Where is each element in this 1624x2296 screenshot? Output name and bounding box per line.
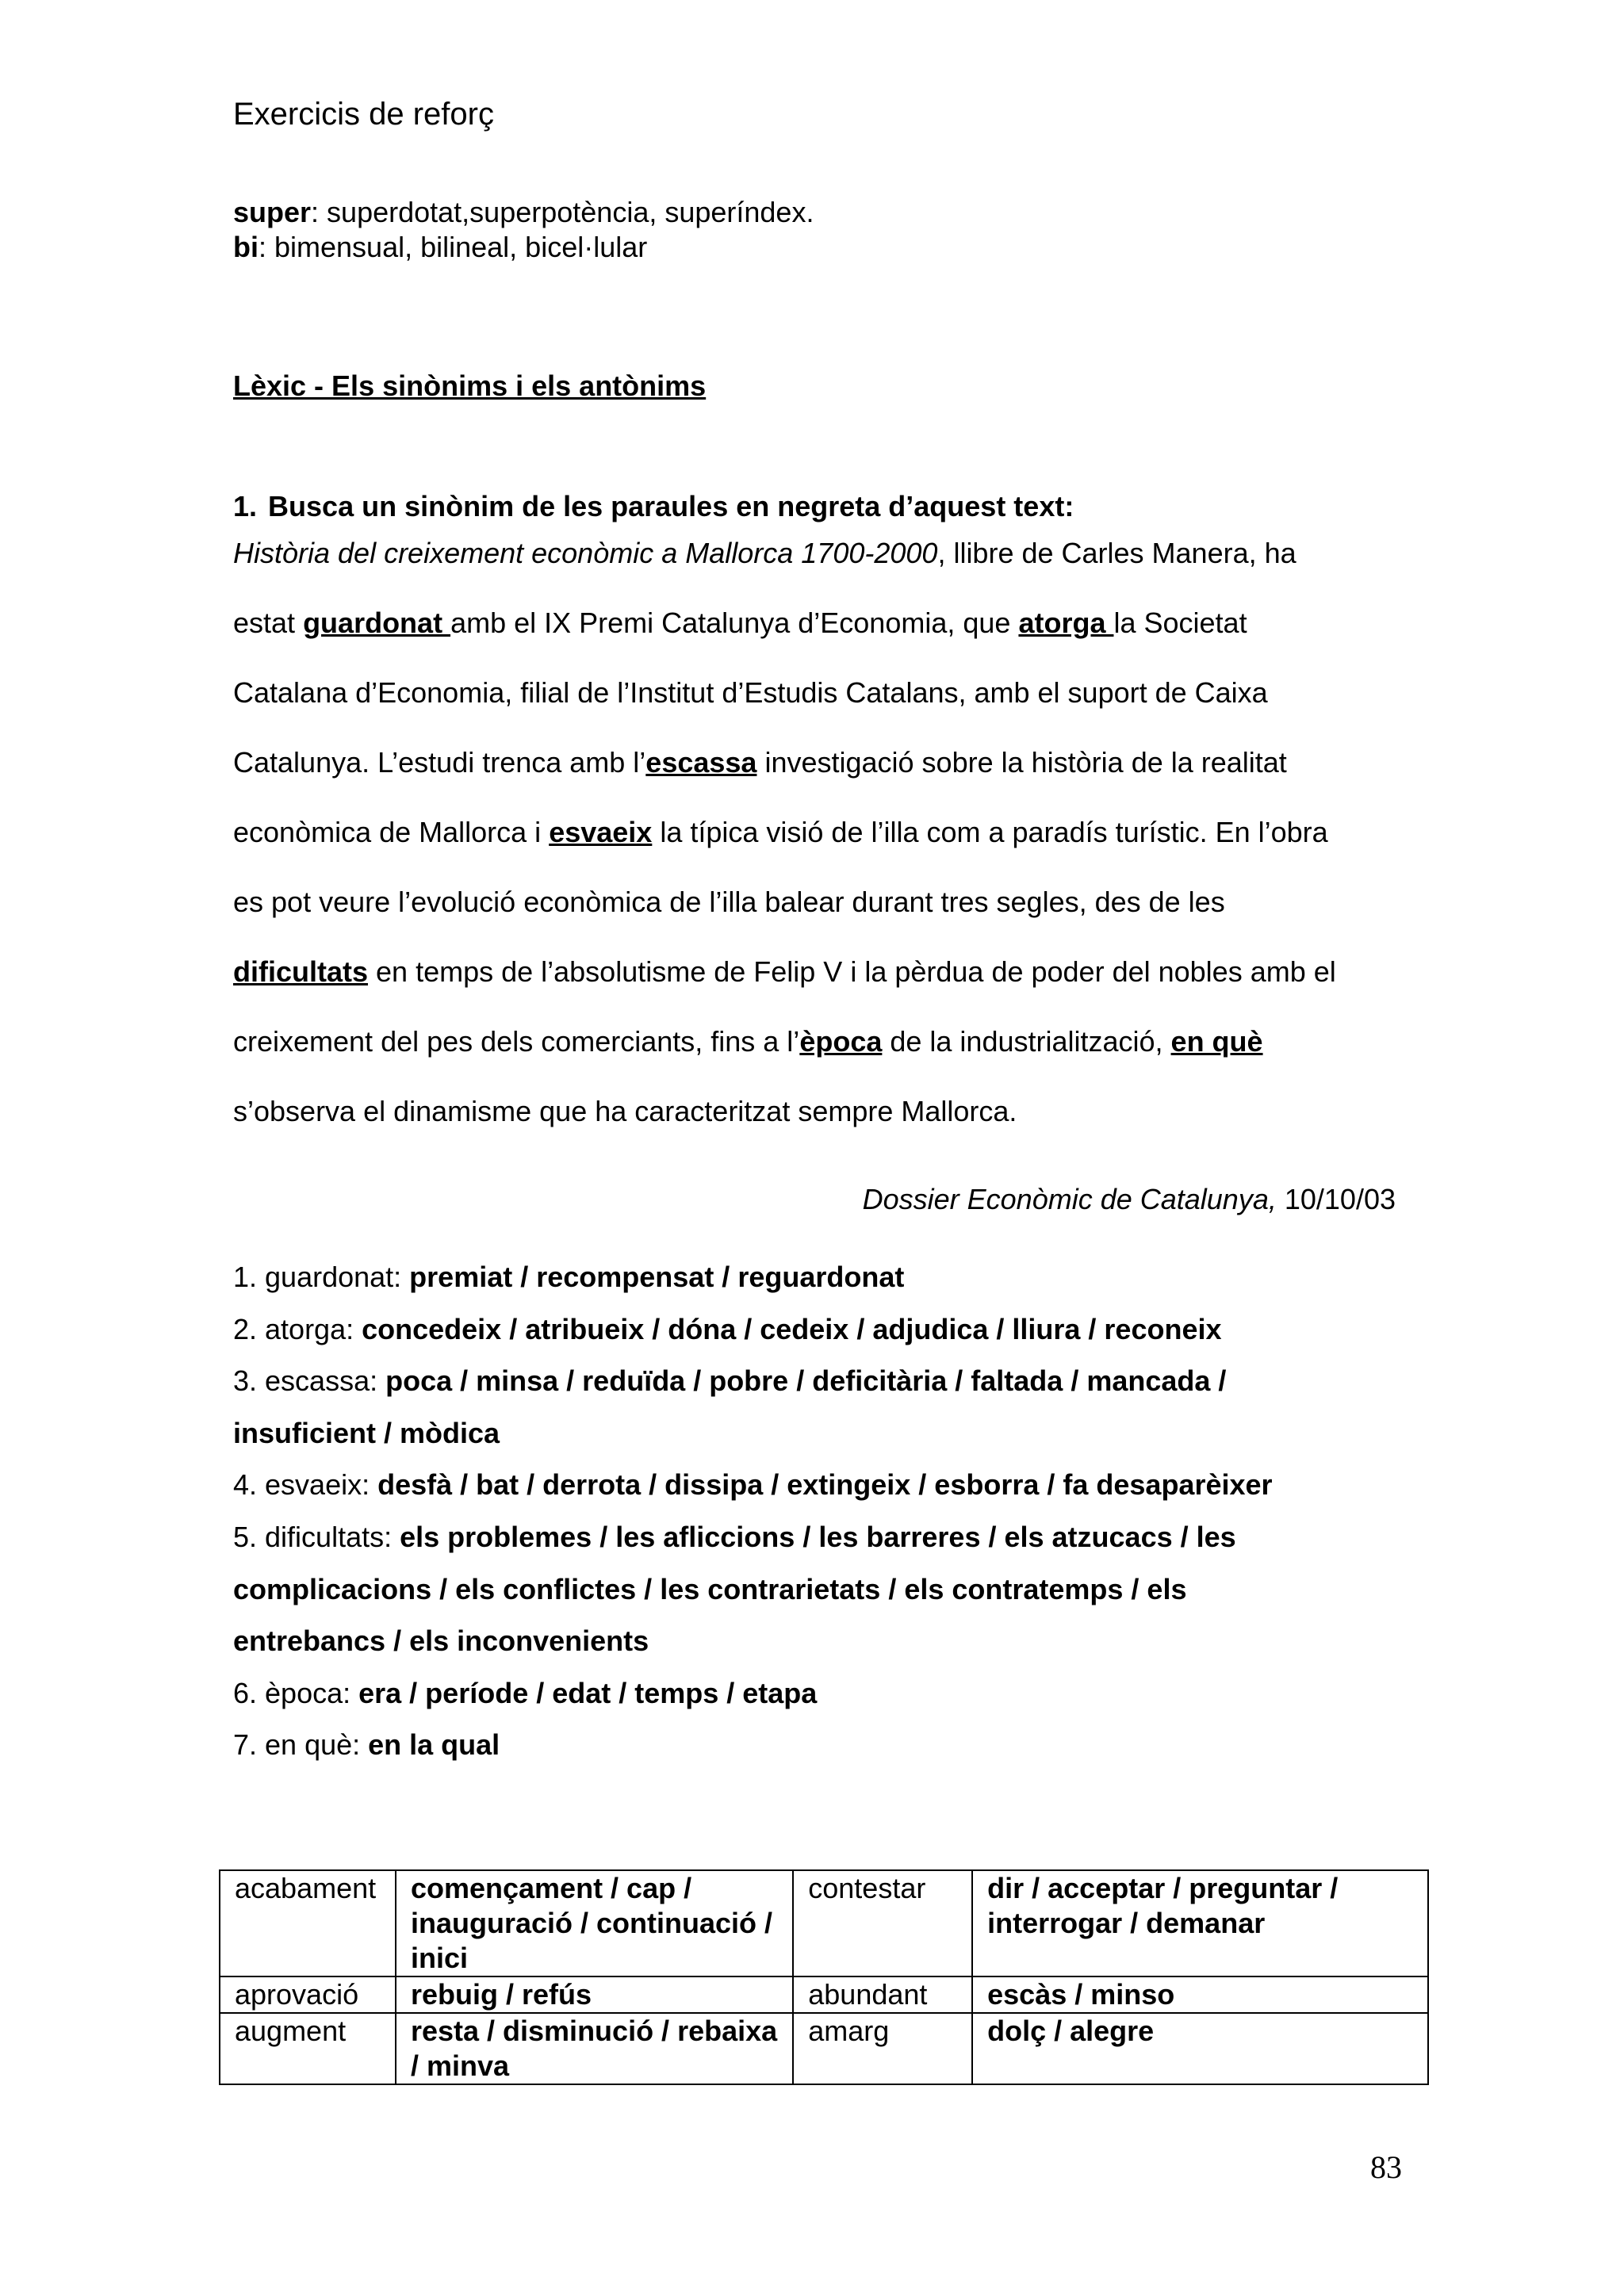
answer-label: 2. atorga:: [233, 1312, 362, 1345]
page-number: 83: [1370, 2149, 1402, 2185]
passage-text: econòmica de Mallorca i: [233, 816, 550, 848]
table-word: amarg: [793, 2013, 972, 2084]
passage-line: [233, 885, 1407, 955]
answer-line: [233, 1511, 1407, 1563]
answer-label: 5. dificultats:: [233, 1520, 400, 1553]
prefix-examples: : superdotat,superpotència, superíndex.: [311, 196, 814, 228]
passage-text: la típica visió de l’illa com a paradís turístic. En l’obra: [652, 816, 1328, 848]
table-word: aprovació: [220, 1976, 396, 2013]
answer-synonyms: era / període / edat / temps / etapa: [358, 1676, 818, 1709]
table-word: abundant: [793, 1976, 972, 2013]
keyword: època: [799, 1025, 883, 1058]
passage-line: [233, 1024, 1407, 1094]
prefix-term: super: [233, 196, 312, 228]
keyword: atorga: [1018, 607, 1114, 639]
passage-text: Catalunya. L’estudi trenca amb l’: [233, 746, 646, 779]
passage-text: , llibre de Carles Manera, ha: [937, 537, 1297, 569]
table-antonyms: escàs / minso: [972, 1976, 1428, 2013]
table-word: augment: [220, 2013, 396, 2084]
keyword: escassa: [645, 746, 757, 779]
answer-synonyms: entrebancs / els inconvenients: [233, 1624, 649, 1658]
passage-text: estat: [233, 607, 304, 639]
keyword: esvaeix: [549, 816, 653, 848]
table-antonyms: dir / acceptar / preguntar / interrogar / demanar: [972, 1870, 1428, 1976]
table-word: contestar: [793, 1870, 972, 1976]
passage-text: creixement del pes dels comerciants, fins a l’: [233, 1025, 800, 1058]
table-row: [220, 2013, 1428, 2084]
page-header: Exercicis de reforç: [233, 97, 494, 132]
table-antonyms: dolç / alegre: [972, 2013, 1428, 2084]
passage-line: [233, 606, 1407, 675]
passage-line: [233, 745, 1407, 815]
table-antonyms: rebuig / refús: [396, 1976, 793, 2013]
answer-synonyms: concedeix / atribueix / dóna / cedeix / adjudica / lliura / reconeix: [362, 1312, 1222, 1345]
answer-synonyms: en la qual: [368, 1728, 500, 1762]
answer-line: [233, 1667, 1407, 1720]
keyword: guardonat: [303, 607, 451, 639]
passage-line: [233, 536, 1407, 606]
passage-line: [233, 675, 1407, 745]
exercise-1-passage: [233, 536, 1407, 1164]
passage-text: de la industrialització,: [882, 1025, 1171, 1058]
table-word: acabament: [220, 1870, 396, 1976]
answer-line: [233, 1615, 1407, 1667]
answer-synonyms: complicacions / els conflictes / les contrarietats / els contratemps / els: [233, 1572, 1187, 1605]
passage-text: Catalana d’Economia, filial de l’Institut d’Estudis Catalans, amb el suport de Caixa: [233, 676, 1268, 709]
answer-line: [233, 1459, 1407, 1511]
answer-line: [233, 1303, 1407, 1356]
answer-line: [233, 1355, 1407, 1407]
answer-line: [233, 1251, 1407, 1303]
antonyms-table: [219, 1869, 1429, 2085]
passage-text: la Societat: [1113, 607, 1247, 639]
prefix-line-super: [233, 195, 814, 230]
keyword: en què: [1170, 1025, 1263, 1058]
exercise-number: 1.: [233, 490, 258, 522]
answer-synonyms: insuficient / mòdica: [233, 1416, 500, 1449]
answer-line: [233, 1563, 1407, 1616]
answers-list: [233, 1251, 1407, 1771]
answer-synonyms: els problemes / les afliccions / les barreres / els atzucacs / les: [400, 1520, 1236, 1553]
answer-line: [233, 1407, 1407, 1460]
table-antonyms: resta / disminució / rebaixa / minva: [396, 2013, 793, 2084]
prefix-line-bi: [233, 230, 647, 265]
section-title: Lèxic - Els sinònims i els antònims: [233, 369, 707, 402]
exercise-1-instruction: [233, 490, 1074, 523]
source-title: Dossier Econòmic de Catalunya,: [862, 1183, 1277, 1215]
passage-text: investigació sobre la història de la realitat: [756, 746, 1287, 779]
passage-line: [233, 955, 1407, 1024]
passage-text: s’observa el dinamisme que ha caracteritzat sempre Mallorca.: [233, 1095, 1017, 1127]
table-row: [220, 1870, 1428, 1976]
prefix-term: bi: [233, 231, 259, 263]
passage-text: Història del creixement econòmic a Mallorca 1700-2000: [233, 537, 938, 569]
table-antonyms: començament / cap / inauguració / continuació / inici: [396, 1870, 793, 1976]
keyword: dificultats: [233, 955, 369, 988]
answer-label: 6. època:: [233, 1676, 359, 1709]
passage-text: amb el IX Premi Catalunya d’Economia, que: [450, 607, 1019, 639]
answer-synonyms: premiat / recompensat / reguardonat: [409, 1261, 905, 1293]
passage-line: [233, 1094, 1407, 1164]
passage-line: [233, 815, 1407, 885]
answer-label: 4. esvaeix:: [233, 1468, 378, 1502]
answer-synonyms: poca / minsa / reduïda / pobre / deficitària / faltada / mancada /: [385, 1364, 1227, 1398]
passage-text: es pot veure l’evolució econòmica de l’illa balear durant tres segles, des de les: [233, 886, 1225, 918]
exercise-text: Busca un sinònim de les paraules en negreta d’aquest text:: [268, 490, 1074, 522]
answer-synonyms: desfà / bat / derrota / dissipa / extingeix / esborra / fa desaparèixer: [377, 1468, 1273, 1502]
source-date: 10/10/03: [1276, 1183, 1396, 1215]
table-row: [220, 1976, 1428, 2013]
passage-source: [863, 1183, 1396, 1216]
answer-label: 7. en què:: [233, 1728, 369, 1762]
answer-line: [233, 1719, 1407, 1771]
answer-label: 3. escassa:: [233, 1364, 386, 1398]
answer-label: 1. guardonat:: [233, 1261, 410, 1293]
passage-text: en temps de l’absolutisme de Felip V i la pèrdua de poder del nobles amb el: [368, 955, 1336, 988]
prefix-examples: : bimensual, bilineal, bicel·lular: [259, 231, 648, 263]
